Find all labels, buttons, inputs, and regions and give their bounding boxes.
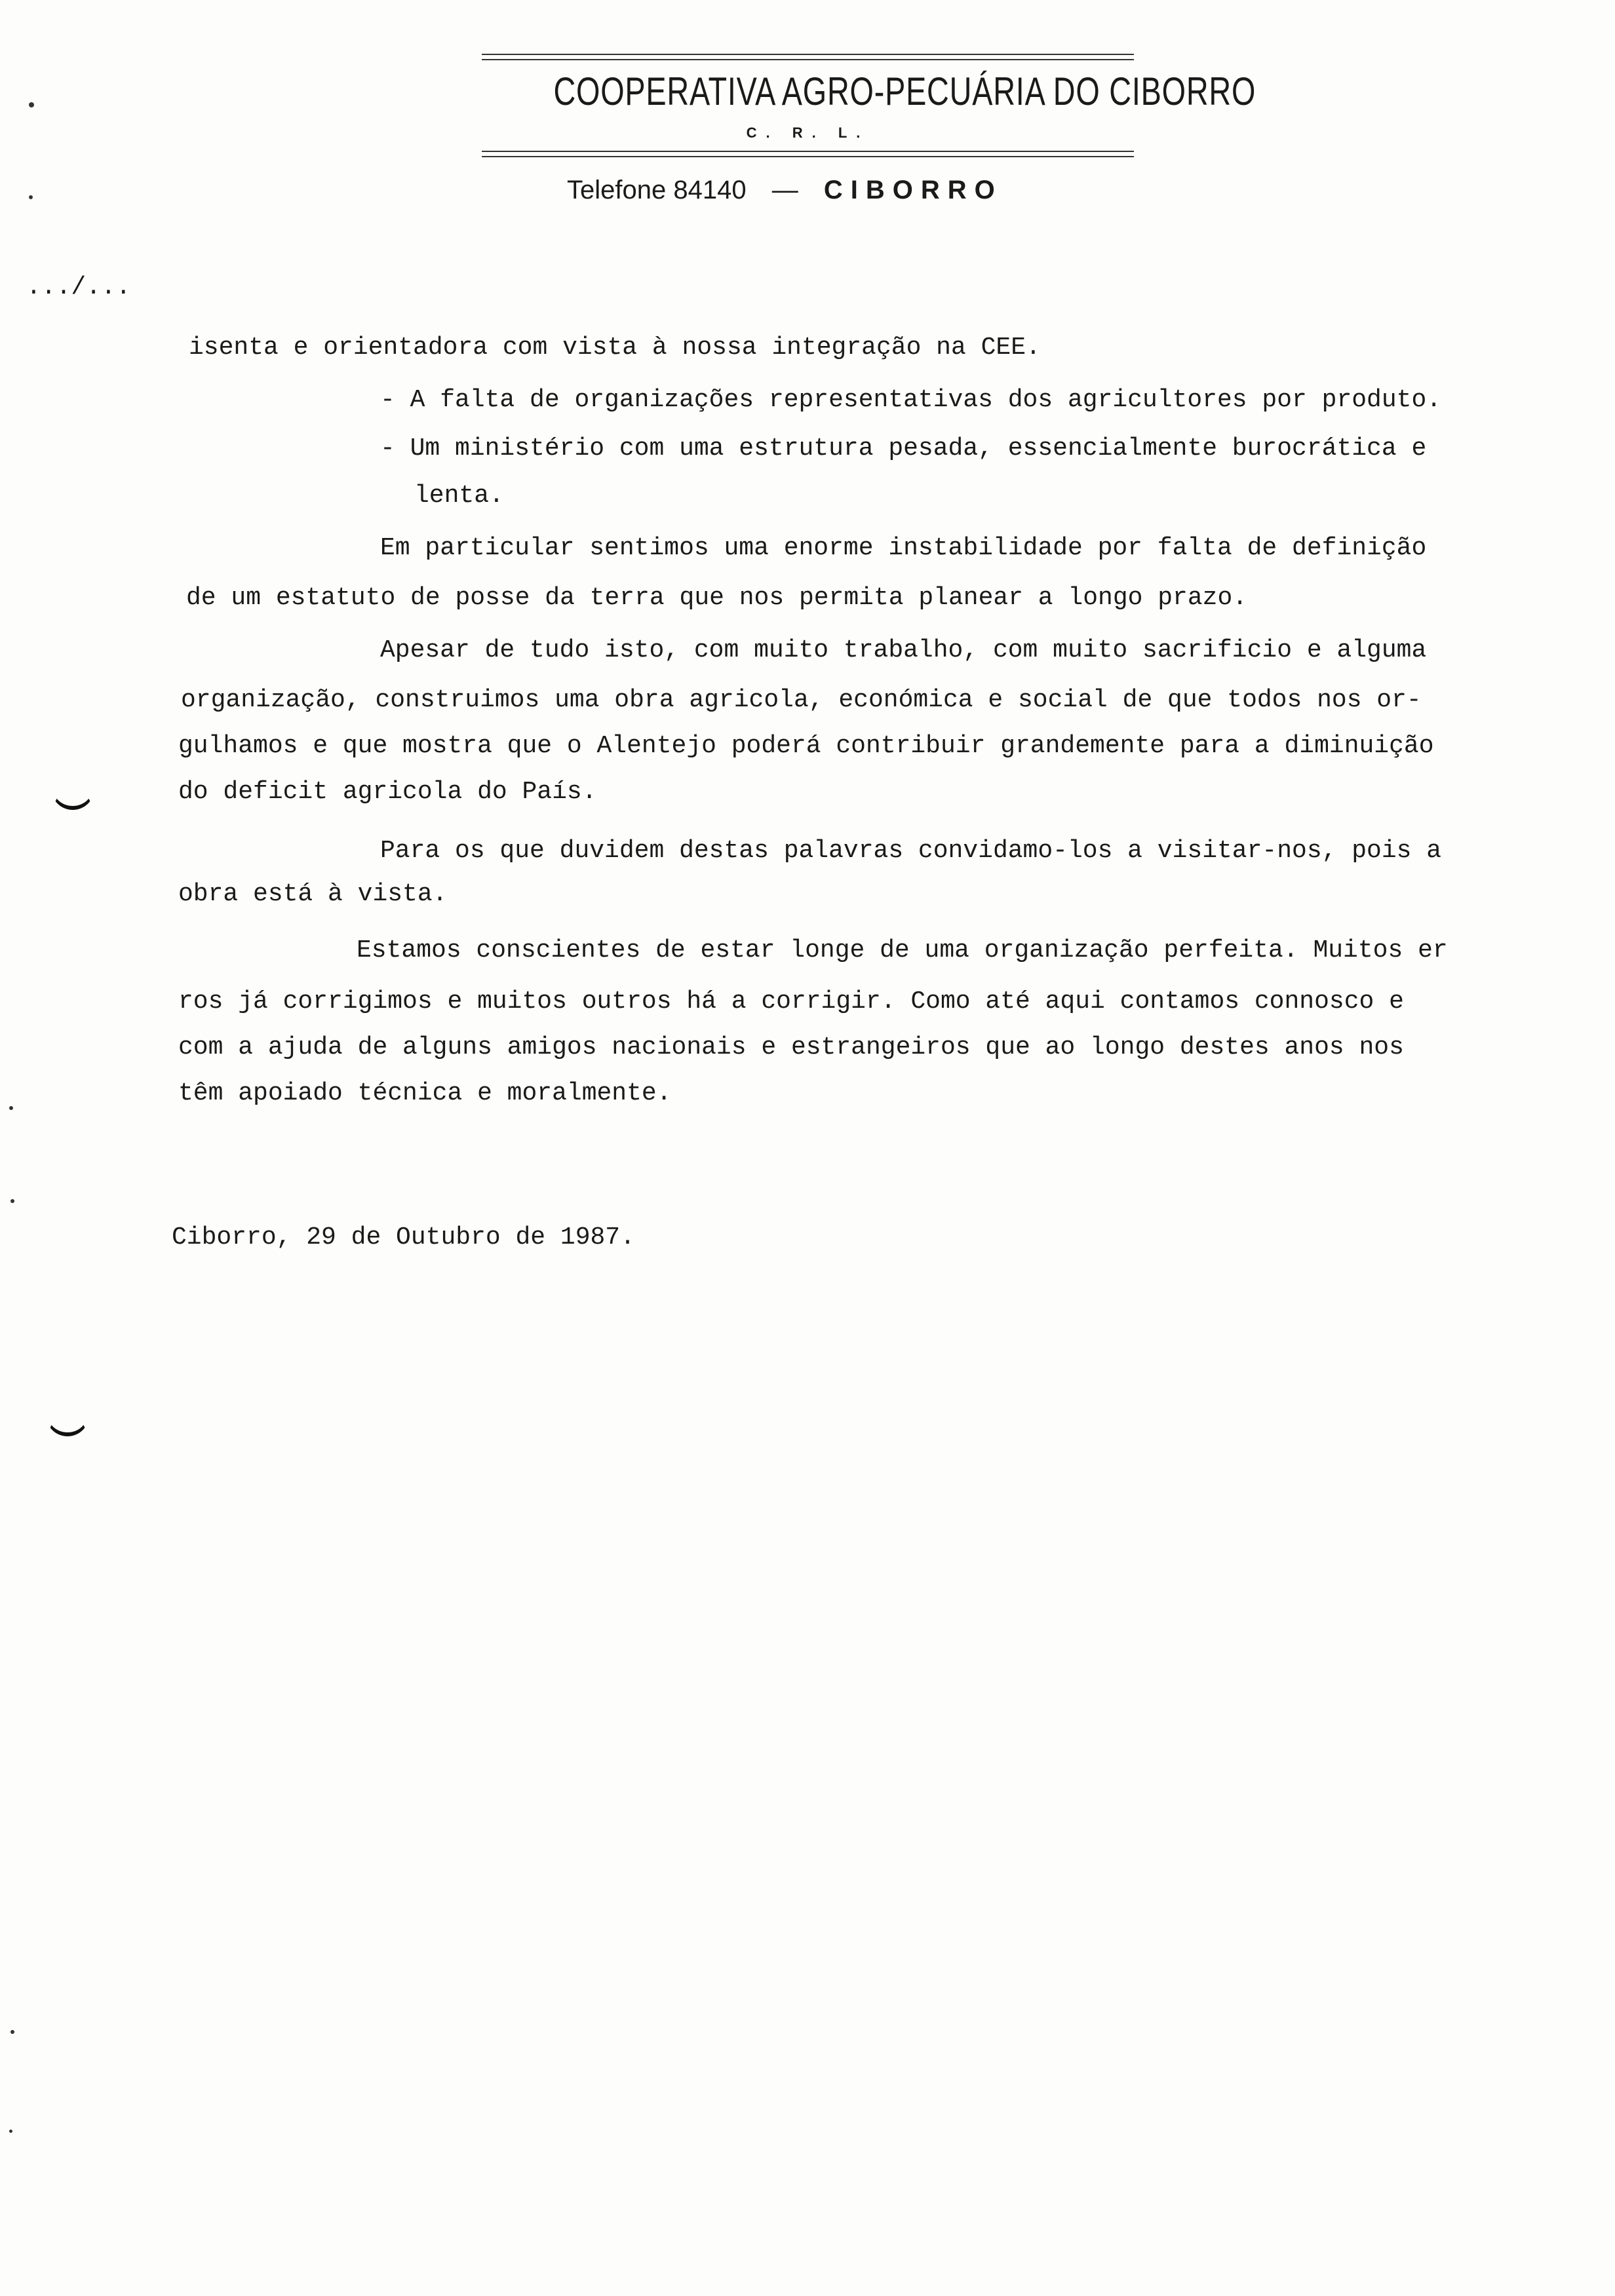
paragraph-line: de um estatuto de posse da terra que nos permita planear a longo prazo.: [186, 584, 1248, 612]
body-line: isenta e orientadora com vista à nossa integração na CEE.: [189, 334, 1041, 362]
top-rule: [482, 54, 1134, 55]
top-rule-inner: [482, 59, 1134, 60]
paragraph-line: Em particular sentimos uma enorme instabilidade por falta de definição: [380, 534, 1427, 562]
punch-hole-mark: [51, 784, 94, 810]
scan-speck: [9, 1106, 13, 1110]
paragraph-line: organização, construimos uma obra agricola, económica e social de que todos nos or-: [181, 686, 1422, 714]
city-name: CIBORRO: [823, 176, 1003, 204]
scan-speck: [29, 195, 33, 199]
date-line: Ciborro, 29 de Outubro de 1987.: [172, 1223, 635, 1252]
phone-line: [567, 176, 1003, 205]
scan-speck: [9, 2130, 12, 2133]
paragraph-line: Apesar de tudo isto, com muito trabalho, com muito sacrificio e alguma: [380, 636, 1427, 664]
paragraph-line: do deficit agricola do País.: [178, 778, 597, 806]
paragraph-line: ros já corrigimos e muitos outros há a corrigir. Como até aqui contamos connosco e: [178, 987, 1404, 1016]
punch-hole-mark: [46, 1410, 89, 1436]
paragraph-line: com a ajuda de alguns amigos nacionais e estrangeiros que ao longo destes anos nos: [178, 1033, 1404, 1062]
bottom-rule-inner: [482, 156, 1134, 157]
paragraph-line: têm apoiado técnica e moralmente.: [178, 1079, 672, 1107]
bullet-item: - Um ministério com uma estrutura pesada, essencialmente burocrática e: [380, 434, 1427, 463]
separator: —: [771, 176, 798, 204]
bottom-rule: [482, 151, 1134, 152]
scan-speck: [10, 2030, 14, 2034]
bullet-item-continued: lenta.: [414, 482, 504, 510]
continuation-mark: .../...: [26, 273, 131, 301]
paragraph-line: gulhamos e que mostra que o Alentejo poderá contribuir grandemente para a diminuição: [178, 732, 1434, 760]
bullet-item: - A falta de organizações representativas dos agricultores por produto.: [380, 386, 1442, 414]
phone-number: Telefone 84140: [567, 176, 747, 204]
paragraph-line: Estamos conscientes de estar longe de uma organização perfeita. Muitos er: [357, 936, 1448, 965]
paragraph-line: Para os que duvidem destas palavras convidamo-los a visitar-nos, pois a: [380, 837, 1442, 865]
scan-speck: [10, 1199, 14, 1203]
legal-form: C. R. L.: [746, 124, 870, 141]
paragraph-line: obra está à vista.: [178, 880, 448, 908]
scan-speck: [29, 102, 34, 107]
organization-name: COOPERATIVA AGRO-PECUÁRIA DO CIBORRO: [553, 69, 1256, 113]
